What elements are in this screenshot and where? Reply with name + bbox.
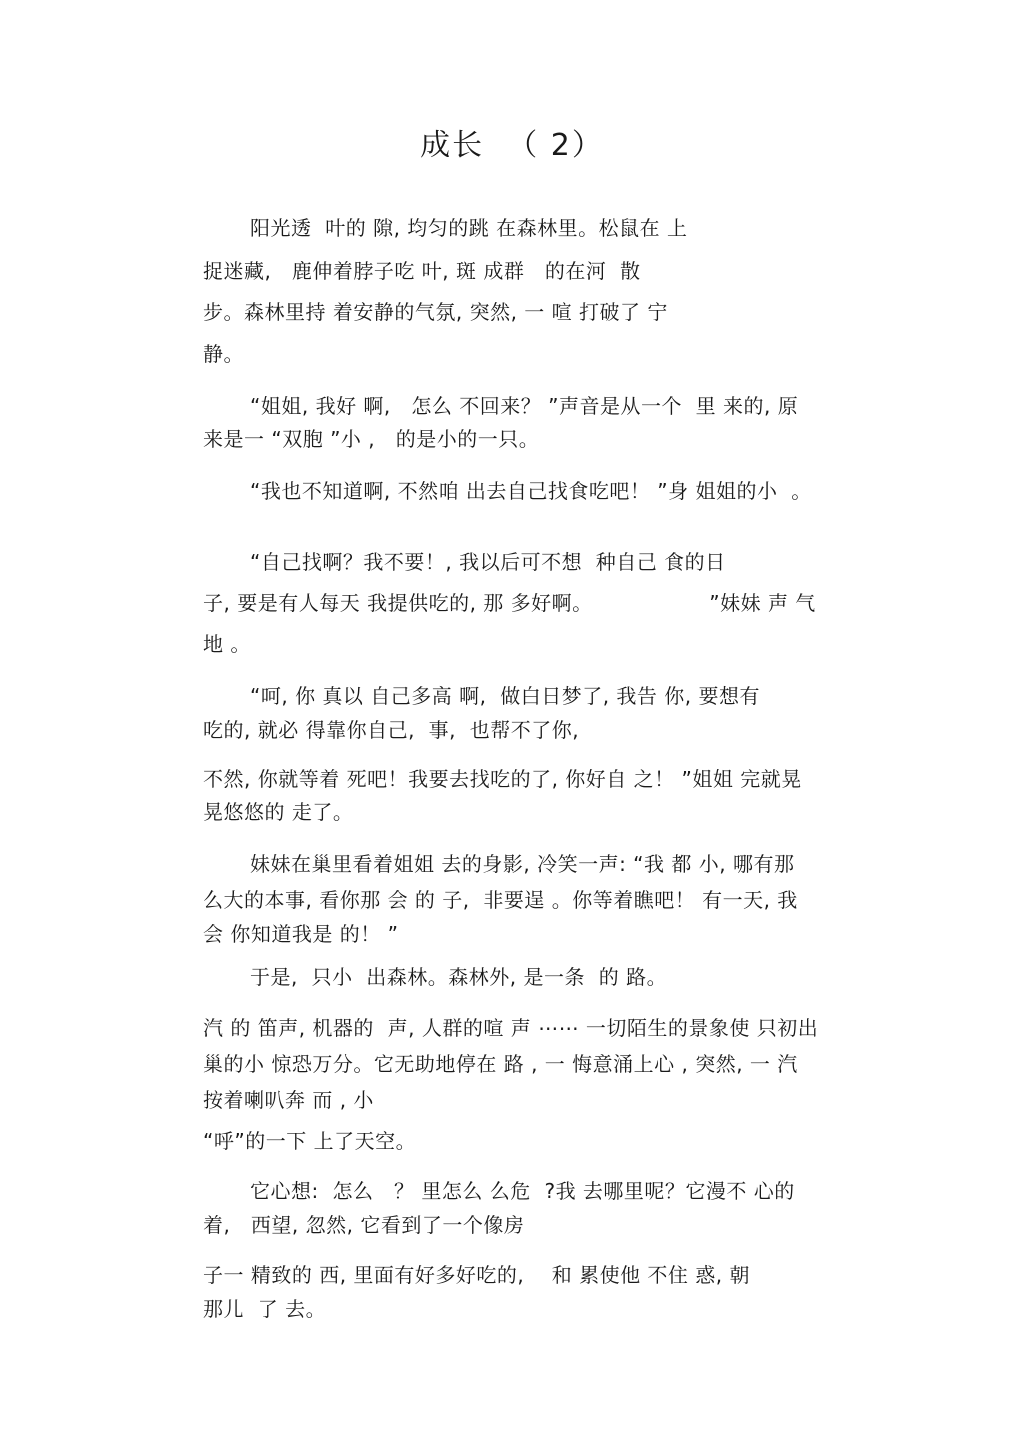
text-line: “我也不知道啊, 不然咱 出去自己找食吃吧！ ”身 姐姐的小 。 xyxy=(250,479,812,503)
text-line: 么大的本事, 看你那 会 的 子, 非要逞 。你等着瞧吧！ 有一天, 我 xyxy=(203,888,798,912)
text-line: 捉迷藏, 鹿伸着脖子吃 叶, 斑 成群 的在河 散 xyxy=(203,259,641,283)
text-line: 妹妹在巢里看着姐姐 去的身影, 冷笑一声: “我 都 小, 哪有那 xyxy=(250,852,795,876)
text-line: 巢的小 惊恐万分。它无助地停在 路 , 一 悔意涌上心 , 突然, 一 汽 xyxy=(203,1052,798,1076)
text-line: “呼”的一下 上了天空。 xyxy=(203,1129,417,1153)
text-line: 子, 要是有人每天 我提供吃的, 那 多好啊。 ”妹妹 声 气 xyxy=(203,591,816,615)
text-line: 来是一 “双胞 ”小 , 的是小的一只。 xyxy=(203,427,540,451)
text-line: 吃的, 就必 得靠你自己, 事, 也帮不了你, xyxy=(203,718,580,742)
text-line: 晃悠悠的 走了。 xyxy=(203,800,354,824)
text-line: 于是, 只小 出森林。森林外, 是一条 的 路。 xyxy=(250,965,668,989)
text-line: 按着喇叭奔 而 , 小 xyxy=(203,1088,374,1112)
text-line: “姐姐, 我好 啊, 怎么 不回来？ ”声音是从一个 里 来的, 原 xyxy=(250,394,799,418)
text-line: 着, 西望, 忽然, 它看到了一个像房 xyxy=(203,1213,525,1237)
text-line: 静。 xyxy=(203,342,244,366)
text-line: “呵, 你 真以 自己多高 啊, 做白日梦了, 我告 你, 要想有 xyxy=(250,684,761,708)
text-line: 它心想: 怎么 ？ 里怎么 么危 ?我 去哪里呢？它漫不 心的 xyxy=(250,1179,795,1203)
text-line: 步。森林里持 着安静的气氛, 突然, 一 喧 打破了 宁 xyxy=(203,300,668,324)
text-line: “自己找啊？我不要！, 我以后可不想 种自己 食的日 xyxy=(250,550,726,574)
text-line: 地 。 xyxy=(203,632,251,656)
text-line: 汽 的 笛声, 机器的 声, 人群的喧 声 ⋯⋯ 一切陌生的景象使 只初出 xyxy=(203,1016,819,1040)
text-line: 那儿 了 去。 xyxy=(203,1297,327,1321)
text-line: 会 你知道我是 的！ ” xyxy=(203,922,399,946)
text-line: 子一 精致的 西, 里面有好多好吃的, 和 累使他 不住 惑, 朝 xyxy=(203,1263,751,1287)
text-line: 阳光透 叶的 隙, 均匀的跳 在森林里。松鼠在 上 xyxy=(250,216,688,240)
text-line: 不然, 你就等着 死吧！我要去找吃的了, 你好自 之！ ”姐姐 完就晃 xyxy=(203,767,802,791)
page-title: 成长 （ 2） xyxy=(420,128,604,163)
